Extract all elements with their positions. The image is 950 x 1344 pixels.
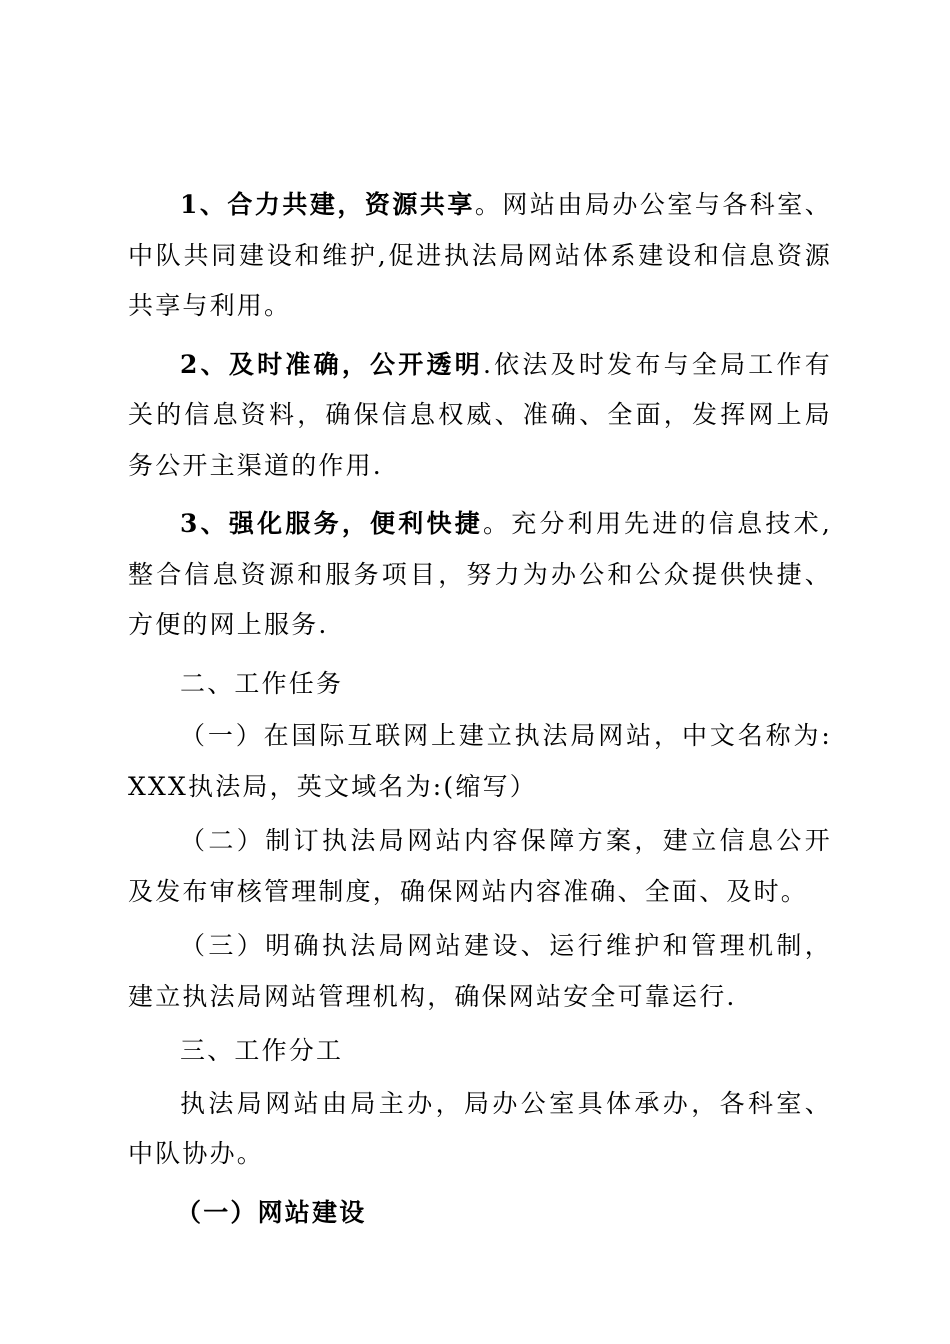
task-3-paragraph: （三）明确执法局网站建设、运行维护和管理机制，建立执法局网站管理机构，确保网站安全可靠运行. (128, 931, 832, 1011)
principle-2-paragraph (128, 340, 832, 492)
principle-3-title: 强化服务，便利快捷 (228, 509, 483, 538)
principle-1-body: 。网站由局办公室与各科室、中队共同建设和维护,促进执法局网站体系建设和信息资源共享与利用。 (128, 190, 832, 320)
task-1-paragraph: （一）在国际互联网上建立执法局网站，中文名称为: XXX执法局，英文域名为:(缩写） (128, 721, 832, 801)
principle-3-number: 3、 (180, 509, 229, 538)
principle-1-paragraph (128, 180, 832, 332)
task-2-paragraph: （二）制订执法局网站内容保障方案，建立信息公开及发布审核管理制度，确保网站内容准确、全面、及时。 (128, 826, 832, 906)
principle-1-number: 1、 (180, 190, 228, 219)
principle-3-body: 。充分利用先进的信息技术,整合信息资源和服务项目，努力为办公和公众提供快捷、方便的网上服务. (128, 509, 832, 639)
principle-2-number: 2、 (180, 349, 229, 379)
section-3-heading: 三、工作分工 (180, 1036, 344, 1065)
principle-1-title: 合力共建，资源共享 (227, 190, 475, 219)
document-page (128, 180, 832, 1238)
principle-3-paragraph (128, 499, 832, 651)
principle-2-title: 及时准确，公开透明 (228, 349, 483, 379)
subsection-1-heading: （一）网站建设 (176, 1197, 367, 1227)
section-2-heading: 二、工作任务 (180, 668, 344, 698)
division-paragraph: 执法局网站由局主办，局办公室具体承办，各科室、中队协办。 (128, 1088, 832, 1168)
principle-2-body: .依法及时发布与全局工作有关的信息资料，确保信息权威、准确、全面，发挥网上局务公开主渠道的作用. (128, 349, 832, 480)
